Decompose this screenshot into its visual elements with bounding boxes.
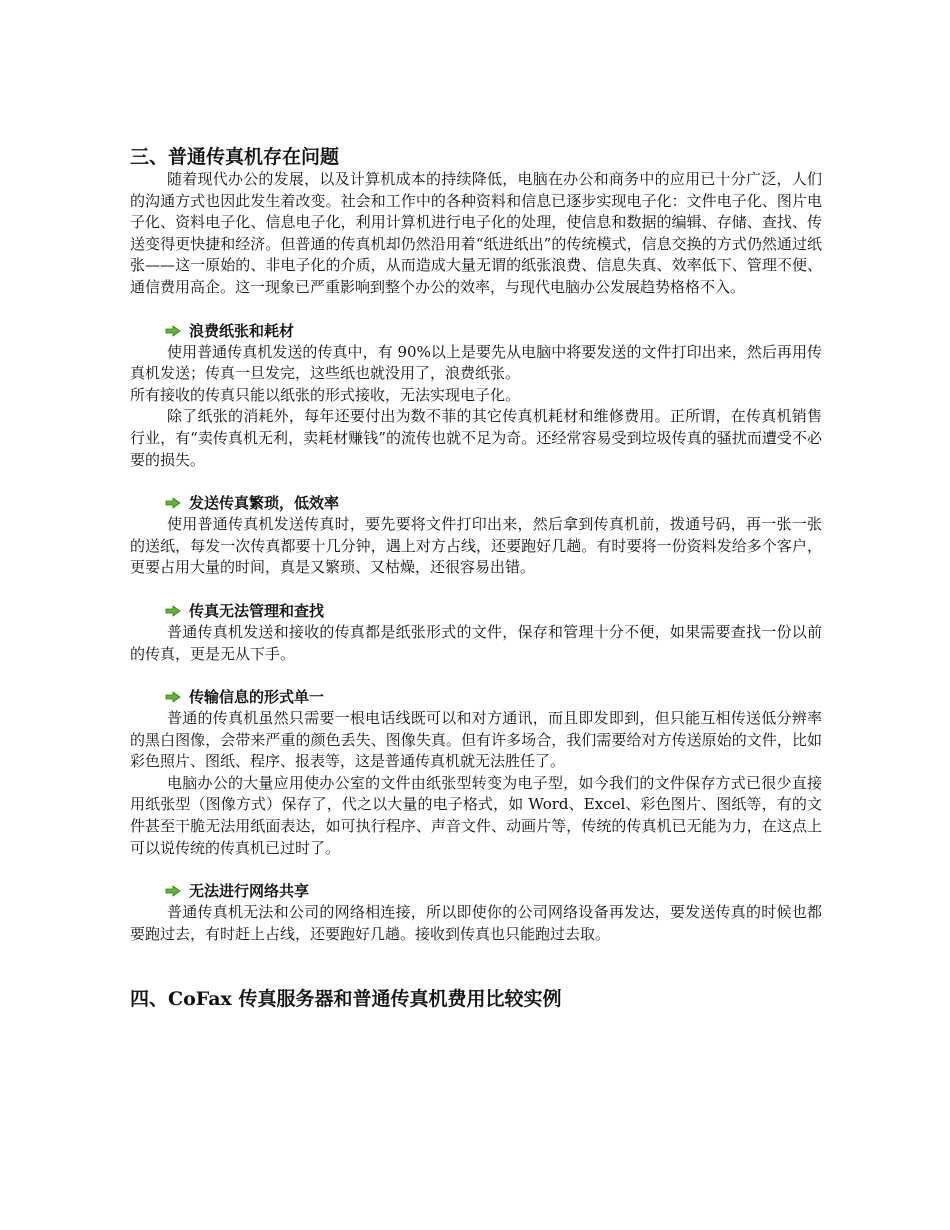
point-heading-text: 发送传真繁琐，低效率 [189, 494, 340, 513]
green-arrow-icon [165, 325, 181, 337]
section-3-title: 三、普通传真机存在问题 [130, 146, 340, 168]
point-heading [130, 320, 822, 342]
point-heading-text: 传真无法管理和查找 [189, 601, 325, 620]
point-heading-text: 无法进行网络共享 [189, 882, 310, 901]
green-arrow-icon [165, 691, 181, 703]
point-paragraph: 使用普通传真机发送传真时，要先要将文件打印出来，然后拿到传真机前，拨通号码，再一张一张的送纸，每发一次传真都要十几分钟，遇上对方占线，还要跑好几趟。有时要将一份资料发给多个客户，更要占用大量的时间，真是又繁琐、又枯燥，还很容易出错。 [130, 515, 822, 577]
spacer [130, 859, 822, 880]
point-heading [130, 600, 822, 622]
point-heading [130, 492, 822, 514]
spacer [130, 299, 822, 320]
document-page [130, 145, 822, 1011]
section-4-title: 四、CoFax 传真服务器和普通传真机费用比较实例 [130, 988, 562, 1011]
point-heading-text: 浪费纸张和耗材 [189, 321, 295, 340]
point-waste [130, 320, 822, 472]
point-paragraph: 普通传真机无法和公司的网络相连接，所以即使你的公司网络设备再发达，要发送传真的时候也都要跑过去，有时赶上占线，还要跑好几趟。接收到传真也只能跑过去取。 [130, 903, 822, 943]
point-no-network [130, 880, 822, 945]
point-paragraph: 电脑办公的大量应用使办公室的文件由纸张型转变为电子型，如今我们的文件保存方式已很少直接用纸张型（图像方式）保存了，代之以大量的电子格式，如 Word、Excel、彩色图片、图纸等，有的文件甚至干脆无法用纸面表达，如可执行程序、声音文件、动画片等，传统的传真机已无能为力，在这点上可以说传统的传真机已过时了。 [130, 773, 822, 857]
spacer [130, 945, 822, 987]
point-heading [130, 686, 822, 708]
point-paragraph: 普通的传真机虽然只需要一根电话线既可以和对方通讯，而且即发即到，但只能互相传送低分辨率的黑白图像，会带来严重的颜色丢失、图像失真。但有许多场合，我们需要给对方传送原始的文件，比如彩色照片、图纸、程序、报表等，这是普通传真机就无法胜任了。 [130, 709, 822, 771]
green-arrow-icon [165, 605, 181, 617]
point-paragraph: 除了纸张的消耗外，每年还要付出为数不菲的其它传真机耗材和维修费用。正所谓，在传真机销售行业，有“卖传真机无利，卖耗材赚钱”的流传也就不足为奇。还经常容易受到垃圾传真的骚扰而遭受不必要的损失。 [130, 407, 822, 469]
green-arrow-icon [165, 497, 181, 509]
section-3-intro: 随着现代办公的发展，以及计算机成本的持续降低，电脑在办公和商务中的应用已十分广泛，人们的沟通方式也因此发生着改变。社会和工作中的各种资料和信息已逐步实现电子化：文件电子化、图片电子化、资料电子化、信息电子化，利用计算机进行电子化的处理，使信息和数据的编辑、存储、查找、传送变得更快捷和经济。但普通的传真机却仍然沿用着“纸进纸出”的传统模式，信息交换的方式仍然通过纸张——这一原始的、非电子化的介质，从而造成大量无谓的纸张浪费、信息失真、效率低下、管理不便、通信费用高企。这一现象已严重影响到整个办公的效率，与现代电脑办公发展趋势格格不入。 [130, 170, 822, 296]
point-paragraph: 使用普通传真机发送的传真中，有 90%以上是要先从电脑中将要发送的文件打印出来，然后再用传真机发送；传真一旦发完，这些纸也就没用了，浪费纸张。 [130, 342, 822, 383]
point-paragraph: 普通传真机发送和接收的传真都是纸张形式的文件，保存和管理十分不便，如果需要查找一份以前的传真，更是无从下手。 [130, 622, 822, 663]
point-heading [130, 880, 822, 902]
green-arrow-icon [165, 885, 181, 897]
point-inefficient [130, 492, 822, 579]
spacer [130, 579, 822, 600]
point-single-format [130, 686, 822, 859]
spacer [130, 665, 822, 686]
point-management [130, 600, 822, 665]
point-heading-text: 传输信息的形式单一 [189, 688, 325, 707]
spacer [130, 471, 822, 492]
point-paragraph: 所有接收的传真只能以纸张的形式接收，无法实现电子化。 [130, 385, 521, 404]
